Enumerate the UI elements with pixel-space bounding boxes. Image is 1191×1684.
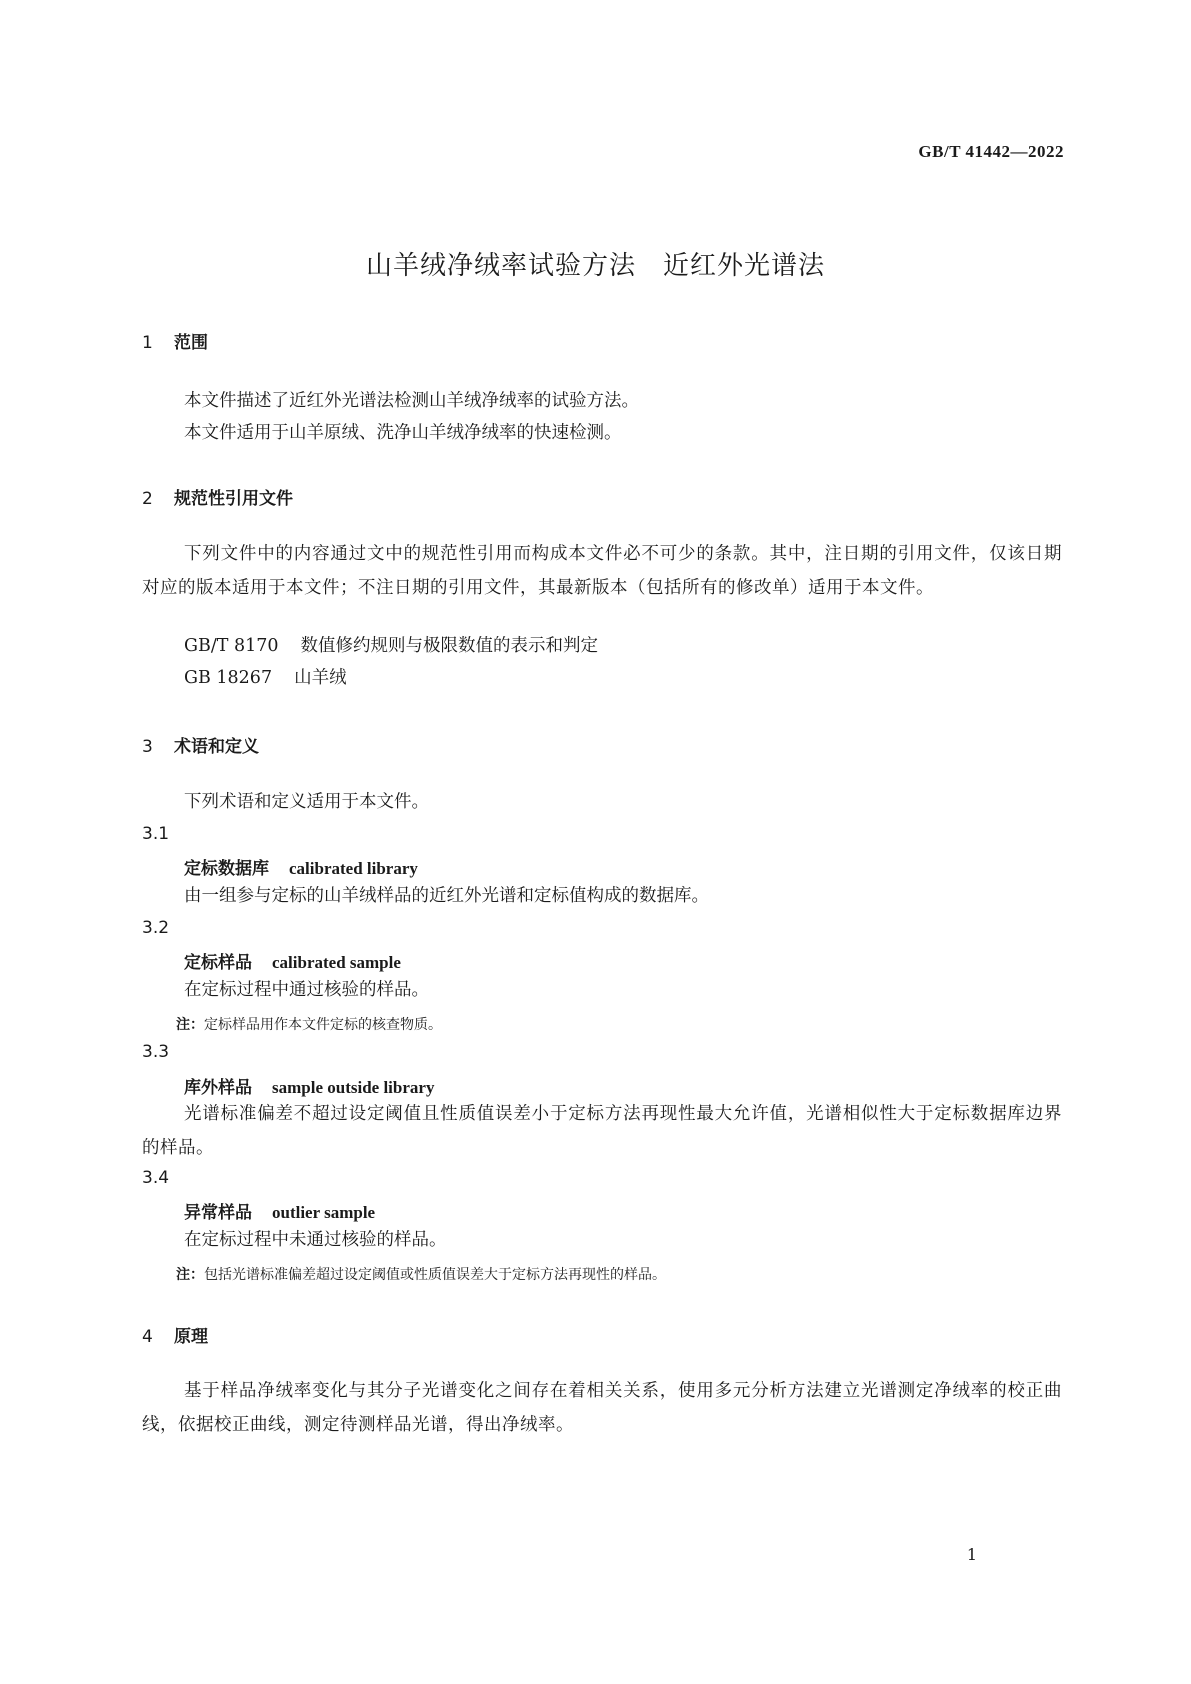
reference-code: GB/T 8170 [184, 636, 279, 656]
term-zh: 定标样品 [184, 953, 252, 973]
term-number: 3.1 [142, 824, 170, 844]
section-title: 规范性引用文件 [174, 489, 293, 509]
note-label: 注： [176, 1017, 204, 1033]
section-number: 2 [142, 489, 153, 509]
term-zh: 库外样品 [184, 1078, 252, 1098]
document-title: 山羊绒净绒率试验方法 近红外光谱法 [365, 251, 825, 281]
section-1-paragraph-1: 本文件描述了近红外光谱法检测山羊绒净绒率的试验方法。 [184, 391, 639, 411]
term-heading [184, 1198, 375, 1223]
reference-item [184, 664, 347, 689]
term-number: 3.2 [142, 918, 170, 938]
note-text: 定标样品用作本文件定标的核查物质。 [204, 1017, 442, 1033]
term-number: 3.4 [142, 1168, 170, 1188]
section-1-heading [142, 328, 208, 353]
term-heading [184, 948, 401, 973]
term-en: calibrated library [289, 859, 418, 878]
term-zh: 定标数据库 [184, 859, 269, 879]
term-definition: 由一组参与定标的山羊绒样品的近红外光谱和定标值构成的数据库。 [184, 886, 709, 906]
section-4-paragraph: 基于样品净绒率变化与其分子光谱变化之间存在着相关关系，使用多元分析方法建立光谱测定净绒率的校正曲线，依据校正曲线，测定待测样品光谱，得出净绒率。 [142, 1381, 1062, 1435]
term-heading [184, 854, 418, 879]
section-3-heading [142, 732, 259, 757]
section-2-intro: 下列文件中的内容通过文中的规范性引用而构成本文件必不可少的条款。其中，注日期的引用文件，仅该日期对应的版本适用于本文件；不注日期的引用文件，其最新版本（包括所有的修改单）适用于本文件。 [142, 544, 1062, 598]
section-number: 1 [142, 333, 153, 353]
term-en: outlier sample [272, 1203, 376, 1222]
term-zh: 异常样品 [184, 1203, 252, 1223]
section-1-paragraph-2: 本文件适用于山羊原绒、洗净山羊绒净绒率的快速检测。 [184, 423, 622, 443]
section-3-intro: 下列术语和定义适用于本文件。 [184, 792, 429, 812]
term-number: 3.3 [142, 1042, 170, 1062]
term-en: calibrated sample [272, 953, 401, 972]
section-4-heading [142, 1322, 208, 1347]
section-title: 范围 [174, 333, 208, 353]
section-2-heading [142, 484, 293, 509]
section-number: 3 [142, 737, 153, 757]
reference-code: GB 18267 [184, 668, 273, 688]
term-definition: 在定标过程中通过核验的样品。 [184, 980, 429, 1000]
term-definition: 在定标过程中未通过核验的样品。 [184, 1230, 447, 1250]
term-note [176, 1264, 666, 1284]
section-title: 原理 [174, 1327, 208, 1347]
term-note [176, 1014, 442, 1034]
section-title: 术语和定义 [174, 737, 259, 757]
term-definition: 光谱标准偏差不超过设定阈值且性质值误差小于定标方法再现性最大允许值，光谱相似性大于定标数据库边界的样品。 [142, 1104, 1062, 1158]
page-number: 1 [966, 1545, 977, 1564]
reference-item [184, 632, 598, 657]
reference-title: 山羊绒 [294, 668, 347, 688]
note-label: 注： [176, 1267, 204, 1283]
standard-number: GB/T 41442—2022 [918, 142, 1064, 161]
term-heading [184, 1073, 434, 1098]
reference-title: 数值修约规则与极限数值的表示和判定 [300, 636, 599, 656]
section-number: 4 [142, 1327, 153, 1347]
term-en: sample outside library [272, 1078, 435, 1097]
note-text: 包括光谱标准偏差超过设定阈值或性质值误差大于定标方法再现性的样品。 [204, 1267, 666, 1283]
